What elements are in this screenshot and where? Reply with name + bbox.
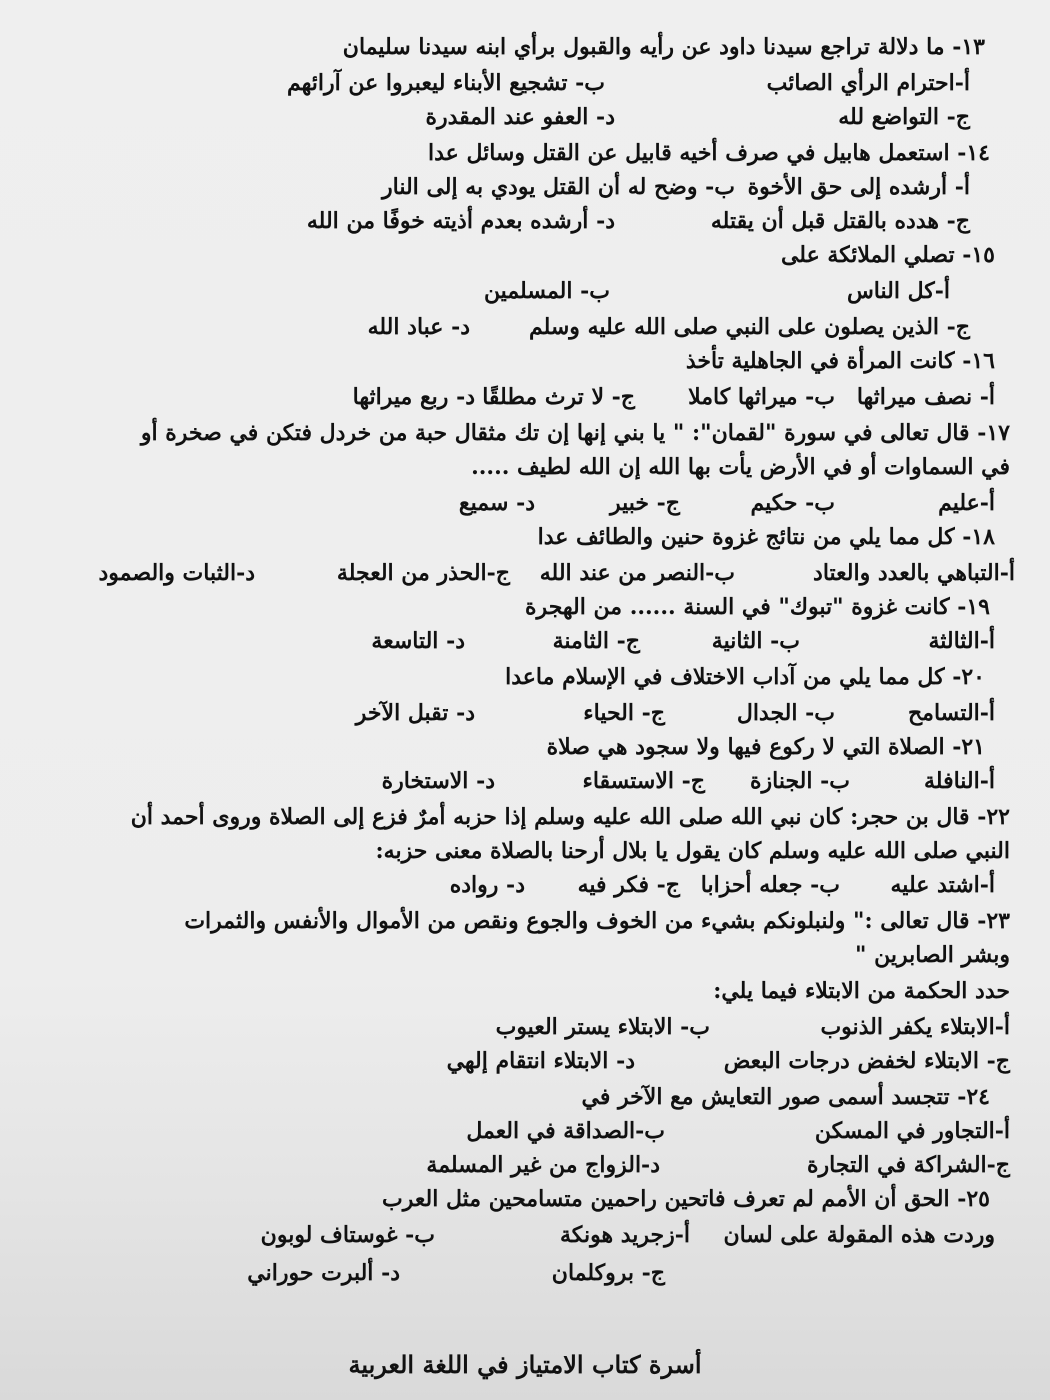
option-b: ب- جعله أحزابا <box>700 872 840 898</box>
option-a: أ-عليم <box>938 490 995 516</box>
footer-title: أسرة كتاب الامتياز في اللغة العربية <box>348 1350 702 1379</box>
option-c: ج- بروكلمان <box>551 1260 665 1286</box>
option-d: د- العفو عند المقدرة <box>425 104 615 130</box>
question-text-continued: وردت هذه المقولة على لسان <box>723 1222 995 1248</box>
option-c: ج- خبير <box>609 490 680 516</box>
option-d: د- أرشده بعدم أذيته خوفًا من الله <box>306 208 615 234</box>
option-c: ج-الحذر من العجلة <box>336 560 510 586</box>
option-a: أ-التسامح <box>907 700 995 726</box>
option-c: ج- التواضع لله <box>838 104 970 130</box>
option-c: ج- فكر فيه <box>577 872 680 898</box>
option-d: د-الثبات والصمود <box>98 560 255 586</box>
option-c: ج- هدده بالقتل قبل أن يقتله <box>710 208 970 234</box>
question-text-continued: النبي صلى الله عليه وسلم كان يقول يا بلال أرحنا بالصلاة معنى حزبه: <box>375 838 1010 864</box>
option-a: أ-زجريد هونكة <box>560 1222 690 1248</box>
option-b: ب-الصداقة في العمل <box>466 1118 665 1144</box>
option-a: أ-اشتد عليه <box>890 872 995 898</box>
option-d: د- عباد الله <box>367 314 470 340</box>
option-b: ب- الجنازة <box>749 768 850 794</box>
option-a: أ-الثالثة <box>928 628 995 654</box>
question-text: ٢٣- قال تعالى :" ولنبلونكم بشيء من الخوف والجوع ونقص من الأموال والأنفس والثمرات <box>184 908 1010 934</box>
option-c: ج- الاستسقاء <box>582 768 705 794</box>
question-text: ٢٠- كل مما يلي من آداب الاختلاف في الإسلام ماعدا <box>505 664 985 690</box>
question-prompt: حدد الحكمة من الابتلاء فيما يلي: <box>713 978 1010 1004</box>
option-a: أ- نصف ميراثها <box>856 384 995 410</box>
option-a: أ-الابتلاء يكفر الذنوب <box>820 1014 1010 1040</box>
question-text: ١٥- تصلي الملائكة على <box>780 242 995 268</box>
option-a: أ-كل الناس <box>846 278 950 304</box>
option-b: ب- ميراثها كاملا <box>688 384 835 410</box>
option-b: ب- الجدال <box>736 700 835 726</box>
option-d: د- الاستخارة <box>381 768 495 794</box>
option-a: أ-التباهي بالعدد والعتاد <box>813 560 1015 586</box>
option-b: ب-النصر من عند الله <box>539 560 735 586</box>
option-b: ب- الابتلاء يستر العيوب <box>495 1014 710 1040</box>
option-d: د- تقبل الآخر <box>355 700 475 726</box>
question-text: ١٤- استعمل هابيل في صرف أخيه قابيل عن القتل وسائل عدا <box>428 140 990 166</box>
question-text: ١٣- ما دلالة تراجع سيدنا داود عن رأيه والقبول برأي ابنه سيدنا سليمان <box>342 34 985 60</box>
option-d: د- رواده <box>449 872 525 898</box>
question-text: ١٩- كانت غزوة "تبوك" في السنة ...... من الهجرة <box>525 594 990 620</box>
question-text: ٢٤- تتجسد أسمى صور التعايش مع الآخر في <box>581 1084 990 1110</box>
question-text: ٢٥- الحق أن الأمم لم تعرف فاتحين راحمين متسامحين مثل العرب <box>382 1186 990 1212</box>
option-d: د- الابتلاء انتقام إلهي <box>446 1048 635 1074</box>
option-a: أ-التجاور في المسكن <box>814 1118 1010 1144</box>
option-b: ب- تشجيع الأبناء ليعبروا عن آرائهم <box>286 70 605 96</box>
option-a: أ- أرشده إلى حق الأخوة <box>747 174 970 200</box>
question-text: ٢١- الصلاة التي لا ركوع فيها ولا سجود هي صلاة <box>546 734 985 760</box>
question-text: ١٨- كل مما يلي من نتائج غزوة حنين والطائف عدا <box>537 524 995 550</box>
question-text: ٢٢- قال بن حجر: كان نبي الله صلى الله عليه وسلم إذا حزبه أمرٌ فزع إلى الصلاة وروى أحمد أن <box>130 804 1010 830</box>
option-b: ب- غوستاف لوبون <box>260 1222 435 1248</box>
option-a: أ-احترام الرأي الصائب <box>766 70 970 96</box>
question-text: ١٧- قال تعالى في سورة "لقمان": " يا بني إنها إن تك مثقال حبة من خردل فتكن في صخرة أو <box>140 420 1010 446</box>
option-c: ج- الحياء <box>583 700 665 726</box>
question-text-continued: في السماوات أو في الأرض يأت بها الله إن الله لطيف ..... <box>471 454 1010 480</box>
option-c: ج- الثامنة <box>552 628 640 654</box>
option-d: د- التاسعة <box>371 628 465 654</box>
option-b: ب- حكيم <box>750 490 835 516</box>
option-c: ج- الذين يصلون على النبي صلى الله عليه وسلم <box>528 314 970 340</box>
question-text: ١٦- كانت المرأة في الجاهلية تأخذ <box>685 348 995 374</box>
option-d: د-الزواج من غير المسلمة <box>426 1152 660 1178</box>
option-d: د- سميع <box>458 490 535 516</box>
option-a: أ-النافلة <box>924 768 995 794</box>
option-b: ب- المسلمين <box>483 278 610 304</box>
option-d: د- ألبرت حوراني <box>247 1260 400 1286</box>
option-b: ب- الثانية <box>711 628 800 654</box>
option-c: ج- لا ترث مطلقًا <box>482 384 635 410</box>
option-c: ج-الشراكة في التجارة <box>807 1152 1010 1178</box>
option-c: ج- الابتلاء لخفض درجات البعض <box>723 1048 1010 1074</box>
option-d: د- ربع ميراثها <box>352 384 475 410</box>
question-text-continued: وبشر الصابرين " <box>854 942 1010 968</box>
option-b: ب- وضح له أن القتل يودي به إلى النار <box>382 174 735 200</box>
